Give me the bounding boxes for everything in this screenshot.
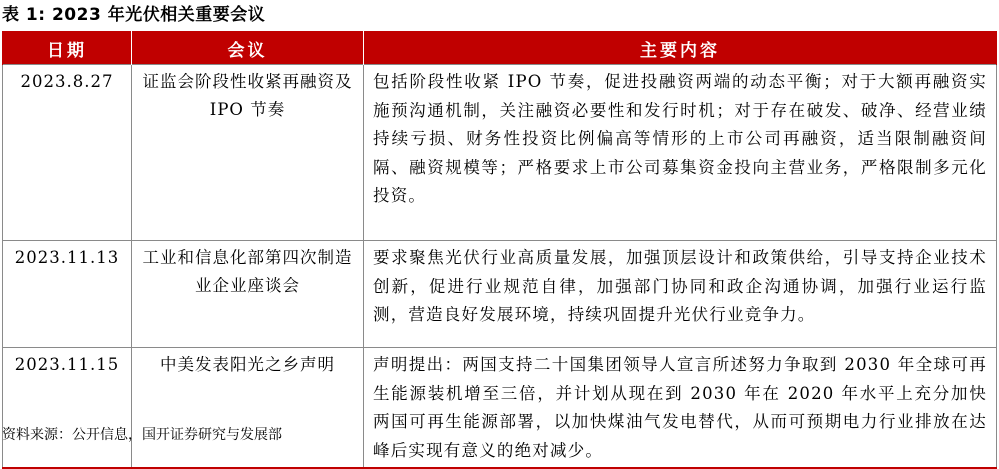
table-row: [3, 65, 997, 241]
table-caption: 表 1: 2023 年光伏相关重要会议: [2, 5, 266, 25]
header-meeting: 会议: [132, 32, 364, 65]
row-date: 2023.8.27: [3, 65, 132, 241]
row-date: 2023.11.13: [3, 241, 132, 348]
meetings-table: [2, 31, 997, 469]
source-note: 资料来源：公开信息，国开证券研究与发展部: [2, 427, 282, 443]
table-header-row: [3, 32, 997, 65]
header-date: 日期: [3, 32, 132, 65]
row-content: 声明提出：两国支持二十国集团领导人宣言所述努力争取到 2030 年全球可再生能源装机增至三倍，并计划从现在到 2030 年在 2020 年水平上充分加快两国可再生能源部署，以加快煤油气发电替代，从而可预期电力行业排放在达峰后实现有意义的绝对减少。: [364, 348, 997, 469]
header-content: 主要内容: [364, 32, 997, 65]
table-row: [3, 348, 997, 469]
row-content: 要求聚焦光伏行业高质量发展，加强顶层设计和政策供给，引导支持企业技术创新，促进行业规范自律，加强部门协同和政企沟通协调，加强行业运行监测，营造良好发展环境，持续巩固提升光伏行业竞争力。: [364, 241, 997, 348]
row-meeting: 证监会阶段性收紧再融资及 IPO 节奏: [132, 65, 364, 241]
row-meeting: 中美发表阳光之乡声明: [132, 348, 364, 469]
table-row: [3, 241, 997, 348]
row-date: 2023.11.15: [3, 348, 132, 469]
row-meeting: 工业和信息化部第四次制造业企业座谈会: [132, 241, 364, 348]
row-content: 包括阶段性收紧 IPO 节奏，促进投融资两端的动态平衡；对于大额再融资实施预沟通机制，关注融资必要性和发行时机；对于存在破发、破净、经营业绩持续亏损、财务性投资比例偏高等情形的上市公司再融资，适当限制融资间隔、融资规模等；严格要求上市公司募集资金投向主营业务，严格限制多元化投资。: [364, 65, 997, 241]
